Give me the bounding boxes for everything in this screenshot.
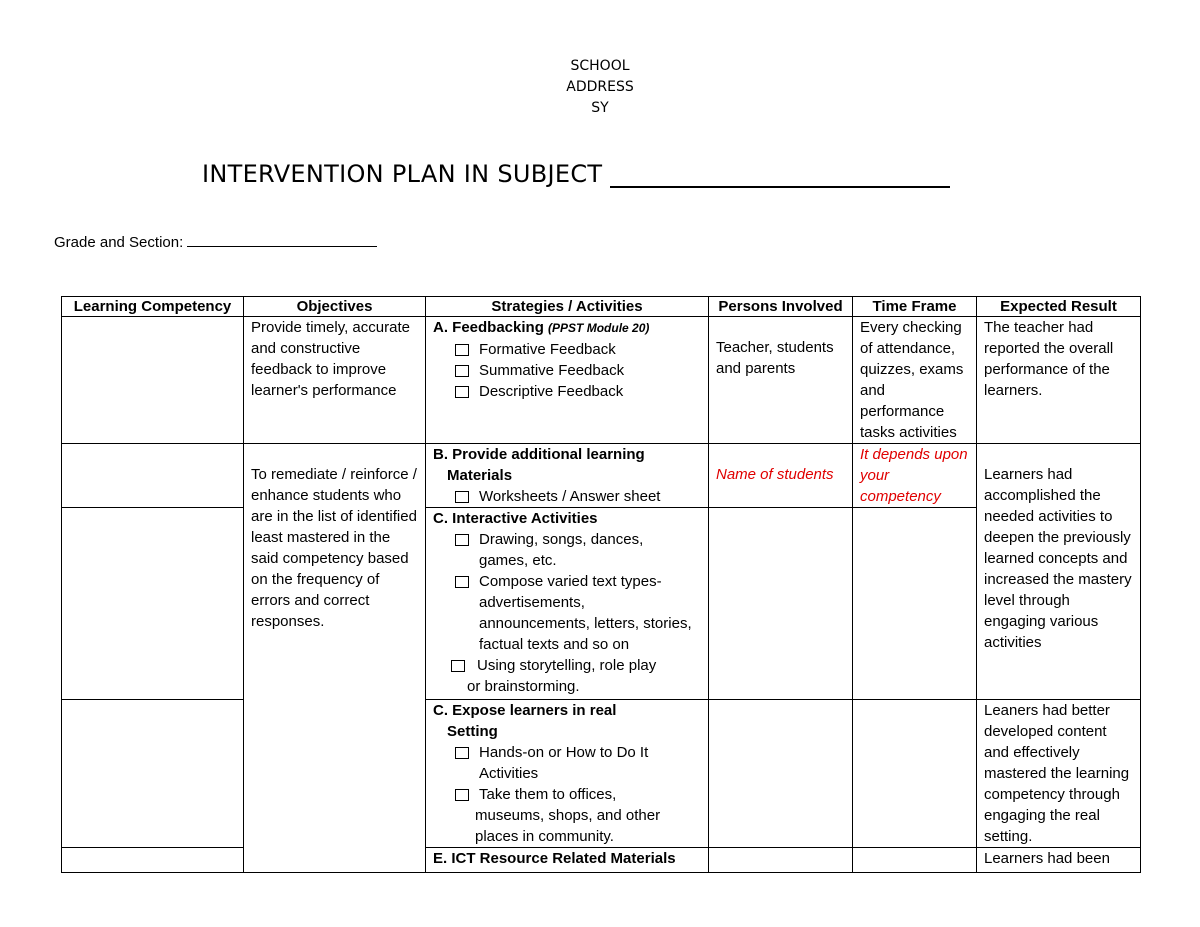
header-persons-involved: Persons Involved: [709, 297, 853, 317]
header-learning-competency: Learning Competency: [62, 297, 244, 317]
address-label: ADDRESS: [566, 79, 634, 95]
competency-cell: [62, 444, 244, 508]
checkbox-icon: [451, 660, 465, 672]
persons-cell: [709, 848, 853, 873]
strategy-heading: C. Interactive Activities: [433, 510, 598, 527]
persons-cell: Name of students: [709, 444, 853, 508]
strategy-cell: [426, 848, 709, 873]
school-year-label: SY: [591, 100, 609, 116]
result-cell: The teacher had reported the overall performance of the learners.: [977, 317, 1141, 444]
list-item: Take them to offices,: [433, 784, 701, 805]
checkbox-icon: [455, 491, 469, 503]
checkbox-icon: [455, 386, 469, 398]
time-cell: Every checking of attendance, quizzes, exams and performance tasks activities: [853, 317, 977, 444]
intervention-table: [61, 296, 1141, 873]
time-cell: It depends upon your competency: [853, 444, 977, 508]
checkbox-icon: [455, 344, 469, 356]
competency-cell: [62, 508, 244, 700]
grade-section-label: Grade and Section:: [54, 234, 184, 251]
checkbox-icon: [455, 576, 469, 588]
result-cell: Leaners had better developed content and effectively mastered the learning competency through engaging the real setting.: [977, 700, 1141, 848]
strategy-cell: [426, 700, 709, 848]
result-cell: Learners had been: [977, 848, 1141, 873]
list-item-cont: places in community.: [475, 828, 614, 845]
list-item: Compose varied text types-: [433, 571, 701, 592]
grade-section-blank-line: [187, 232, 377, 247]
result-cell: Learners had accomplished the needed activities to deepen the previously learned concepts and increased the mastery level through engaging various activities: [977, 444, 1141, 700]
strategy-cell: [426, 508, 709, 700]
list-item: Drawing, songs, dances,: [433, 529, 701, 550]
strategy-heading-cont: Materials: [447, 467, 513, 484]
strategy-heading: A. Feedbacking (PPST Module 20): [433, 319, 650, 336]
list-item-cont: announcements, letters, stories,: [479, 615, 692, 632]
list-item-cont: museums, shops, and other: [475, 807, 661, 824]
subject-blank-line: [610, 160, 950, 188]
persons-cell: [709, 508, 853, 700]
table-row: [62, 848, 1141, 873]
document-header: [0, 56, 1200, 119]
checkbox-icon: [455, 747, 469, 759]
table-header-row: [62, 297, 1141, 317]
list-item-cont: games, etc.: [479, 552, 557, 569]
competency-cell: [62, 700, 244, 848]
list-item: Worksheets / Answer sheet: [433, 486, 701, 507]
school-label: SCHOOL: [570, 58, 630, 74]
list-item: Descriptive Feedback: [433, 381, 701, 402]
strategy-heading: C. Expose learners in real: [433, 702, 617, 719]
checkbox-icon: [455, 365, 469, 377]
strategy-heading: E. ICT Resource Related Materials: [433, 850, 676, 867]
list-item-cont: advertisements,: [479, 594, 585, 611]
competency-cell: [62, 848, 244, 873]
table-row: [62, 700, 1141, 848]
list-item: Formative Feedback: [433, 339, 701, 360]
list-item: Hands-on or How to Do It: [433, 742, 701, 763]
objective-cell: To remediate / reinforce / enhance students who are in the list of identified least mastered in the said competency based on the frequency of errors and correct responses.: [244, 444, 426, 873]
list-item-cont: factual texts and so on: [479, 636, 630, 653]
checkbox-icon: [455, 789, 469, 801]
persons-cell: Teacher, students and parents: [709, 317, 853, 444]
time-cell: [853, 700, 977, 848]
persons-cell: [709, 700, 853, 848]
list-item-cont: Activities: [479, 765, 539, 782]
grade-section-field: [54, 232, 377, 251]
list-item: Using storytelling, role play: [433, 655, 701, 676]
objective-cell: Provide timely, accurate and constructive feedback to improve learner's performance: [244, 317, 426, 444]
header-objectives: Objectives: [244, 297, 426, 317]
strategy-heading-cont: Setting: [447, 723, 498, 740]
time-cell: [853, 508, 977, 700]
header-strategies: Strategies / Activities: [426, 297, 709, 317]
list-item: Summative Feedback: [433, 360, 701, 381]
time-cell: [853, 848, 977, 873]
page-title: [202, 160, 950, 188]
checkbox-icon: [455, 534, 469, 546]
title-text: INTERVENTION PLAN IN SUBJECT: [202, 160, 603, 188]
list-item-cont: or brainstorming.: [467, 678, 580, 695]
table-row: [62, 317, 1141, 444]
header-time-frame: Time Frame: [853, 297, 977, 317]
strategy-cell: [426, 317, 709, 444]
competency-cell: [62, 317, 244, 444]
strategy-heading: B. Provide additional learning: [433, 446, 645, 463]
header-expected-result: Expected Result: [977, 297, 1141, 317]
strategy-cell: [426, 444, 709, 508]
table-row: [62, 444, 1141, 508]
